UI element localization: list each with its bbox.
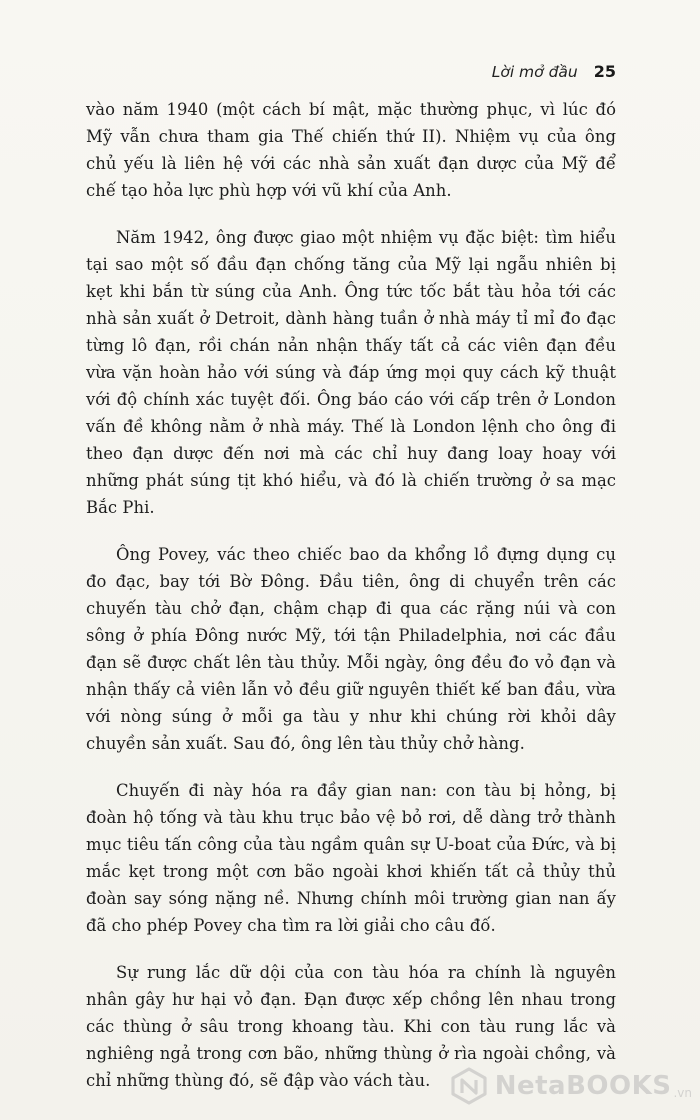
- running-header: [492, 62, 616, 81]
- netabooks-logo-icon: [449, 1066, 489, 1106]
- paragraph: Chuyến đi này hóa ra đầy gian nan: con tàu bị hỏng, bị đoàn hộ tống và tàu khu trục bảo vệ bỏ rơi, dễ dàng trở thành mục tiêu tấn công của tàu ngầm quân sự U-boat của Đức, và bị mắc kẹt trong một cơn bão ngoài khơi khiến tất cả thủy thủ đoàn say sóng nặng nề. Nhưng chính môi trường gian nan ấy đã cho phép Povey cha tìm ra lời giải cho câu đố.: [86, 781, 616, 935]
- body-text: [86, 96, 616, 1114]
- watermark-brand: NetaBOOKS: [494, 1071, 672, 1101]
- paragraph: Ông Povey, vác theo chiếc bao da khổng lồ đựng dụng cụ đo đạc, bay tới Bờ Đông. Đầu tiên, ông di chuyển trên các chuyến tàu chở đạn, chậm chạp đi qua các rặng núi và con sông ở phía Đông nước Mỹ, tới tận Philadelphia, nơi các đầu đạn sẽ được chất lên tàu thủy. Mỗi ngày, ông đều đo vỏ đạn và nhận thấy cả viên lẫn vỏ đều giữ nguyên thiết kế ban đầu, vừa với nòng súng ở mỗi ga tàu y như khi chúng rời khỏi dây chuyền sản xuất. Sau đó, ông lên tàu thủy chở hàng.: [86, 545, 616, 753]
- section-title: Lời mở đầu: [491, 63, 578, 81]
- page-number: 25: [593, 62, 616, 81]
- paragraph: Sự rung lắc dữ dội của con tàu hóa ra chính là nguyên nhân gây hư hại vỏ đạn. Đạn được xếp chồng lên nhau trong các thùng ở sâu trong khoang tàu. Khi con tàu rung lắc và nghiêng ngả trong cơn bão, những thùng ở rìa ngoài chồng, và chỉ những thùng đó, sẽ đập vào vách tàu.: [86, 963, 616, 1090]
- watermark: [449, 1066, 692, 1106]
- paragraph-continued: vào năm 1940 (một cách bí mật, mặc thường phục, vì lúc đó Mỹ vẫn chưa tham gia Thế chiến thứ II). Nhiệm vụ của ông chủ yếu là liên hệ với các nhà sản xuất đạn dược của Mỹ để chế tạo hỏa lực phù hợp với vũ khí của Anh.: [86, 100, 616, 200]
- watermark-tld: .vn: [673, 1086, 692, 1100]
- paragraph: Năm 1942, ông được giao một nhiệm vụ đặc biệt: tìm hiểu tại sao một số đầu đạn chống tăng của Mỹ lại ngẫu nhiên bị kẹt khi bắn từ súng của Anh. Ông tức tốc bắt tàu hỏa tới các nhà sản xuất ở Detroit, dành hàng tuần ở nhà máy tỉ mỉ đo đạc từng lô đạn, rồi chán nản nhận thấy tất cả các viên đạn đều vừa vặn hoàn hảo với súng và đáp ứng mọi quy cách kỹ thuật với độ chính xác tuyệt đối. Ông báo cáo với cấp trên ở London vấn đề không nằm ở nhà máy. Thế là London lệnh cho ông đi theo đạn dược đến nơi mà các chỉ huy đang loay hoay với những phát súng tịt khó hiểu, và đó là chiến trường ở sa mạc Bắc Phi.: [86, 228, 616, 517]
